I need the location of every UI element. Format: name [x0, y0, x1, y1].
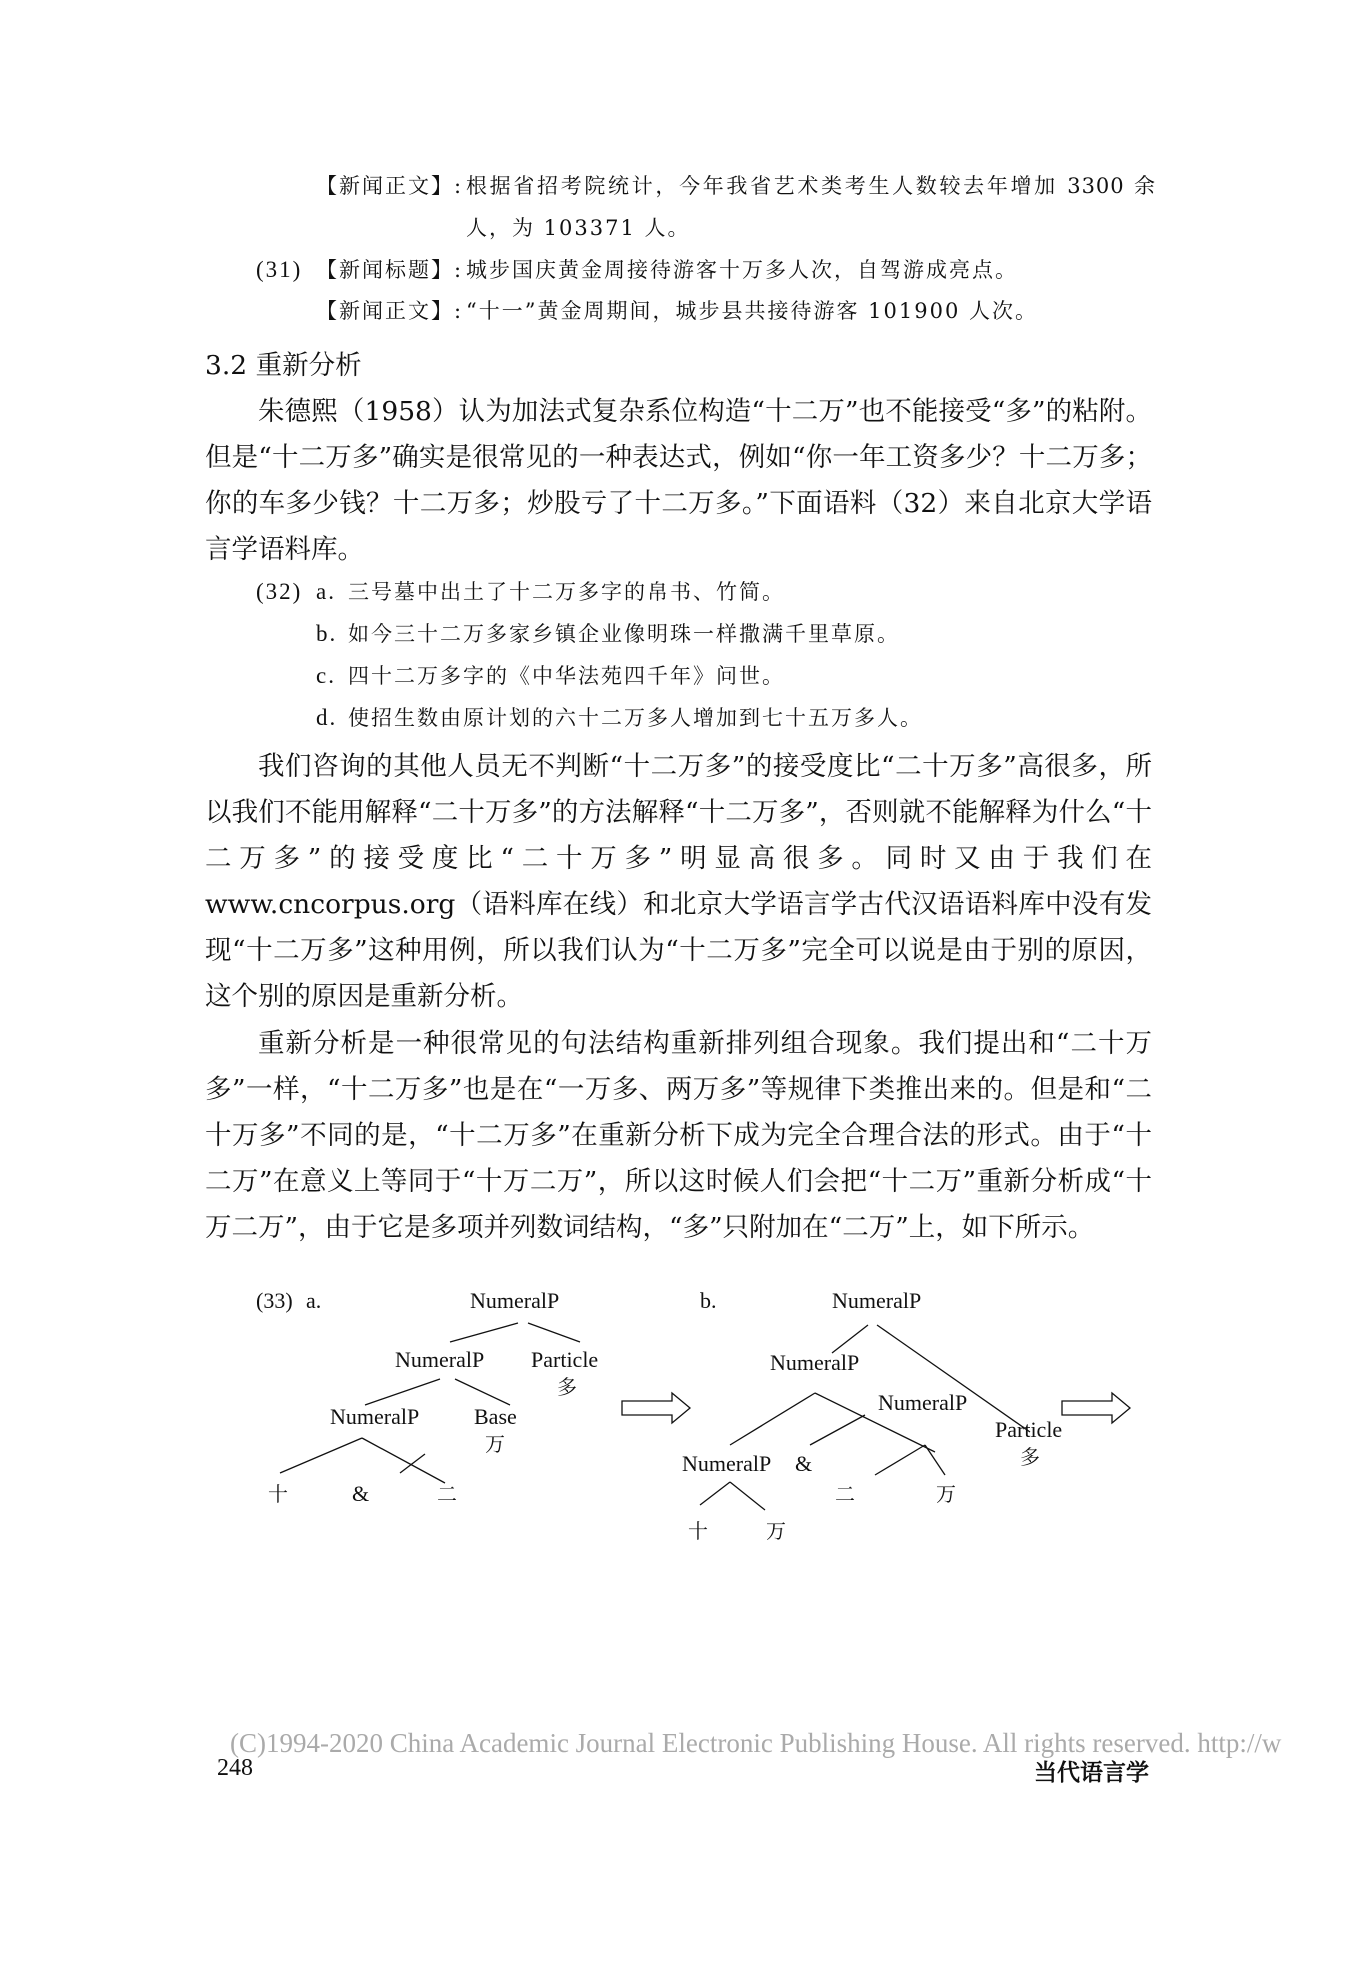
tree-a-amp: &	[352, 1481, 370, 1506]
example-text: 根据省招考院统计，今年我省艺术类考生人数较去年增加 3300 余	[466, 174, 1156, 198]
tree-b-shi: 十	[688, 1519, 708, 1543]
example-number-33: (33)	[256, 1288, 293, 1313]
example-label: 【新闻正文】:	[316, 299, 464, 323]
tree-b-numeralp-1: NumeralP	[770, 1350, 860, 1375]
tree-b-letter: b.	[700, 1288, 717, 1313]
tree-a-numeralp-1: NumeralP	[395, 1347, 485, 1372]
example-number-31: (31)	[256, 257, 303, 282]
tree-b-numeralp-3: NumeralP	[682, 1451, 772, 1476]
page-number: 248	[217, 1755, 253, 1781]
example-text-cont: 人，为 103371 人。	[466, 216, 691, 240]
tree-b-wan: 万	[936, 1482, 956, 1506]
example-32-text-c: 四十二万多字的《中华法苑四千年》问世。	[348, 664, 785, 688]
tree-b-er: 二	[835, 1482, 855, 1506]
example-text: 城步国庆黄金周接待游客十万多人次，自驾游成亮点。	[466, 258, 1018, 282]
example-32-letter-c: c.	[316, 663, 336, 688]
tree-b-particle: Particle	[995, 1417, 1063, 1442]
copyright-notice: (C)1994-2020 China Academic Journal Electronic Publishing House. All rights reserved. http://w	[230, 1728, 1282, 1758]
syntax-tree-figure	[0, 1280, 1360, 1560]
tree-b-root: NumeralP	[832, 1288, 922, 1313]
double-arrow-icon	[1062, 1393, 1130, 1423]
example-32-text-a: 三号墓中出土了十二万多字的帛书、竹简。	[348, 580, 785, 604]
example-32-letter-b: b.	[316, 621, 338, 646]
example-text: “十一”黄金周期间，城步县共接待游客 101900 人次。	[466, 299, 1038, 323]
tree-a-er: 二	[437, 1482, 457, 1506]
tree-a-numeralp-2: NumeralP	[330, 1404, 420, 1429]
tree-a-base: Base	[474, 1404, 517, 1429]
tree-a-particle: Particle	[531, 1347, 599, 1372]
example-32-text-b: 如今三十二万多家乡镇企业像明珠一样撒满千里草原。	[348, 622, 900, 646]
example-label: 【新闻正文】:	[316, 174, 464, 198]
tree-b	[700, 1325, 1030, 1510]
tree-b-wan-2: 万	[766, 1519, 786, 1543]
paragraph-1	[205, 389, 1152, 573]
example-32-letter-a: a.	[316, 579, 336, 604]
tree-a-duo: 多	[557, 1375, 577, 1399]
paragraph-1-text: 朱德熙（1958）认为加法式复杂系位构造“十二万”也不能接受“多”的粘附。但是“十二万多”确实是很常见的一种表达式，例如“你一年工资多少？十二万多；你的车多少钱？十二万多；炒股亏了十二万多。”下面语料（32）来自北京大学语言学语料库。	[205, 396, 1152, 565]
tree-b-duo: 多	[1020, 1445, 1040, 1469]
double-arrow-icon	[622, 1393, 690, 1423]
tree-b-amp: &	[795, 1451, 813, 1476]
paragraph-3-text: 重新分析是一种很常见的句法结构重新排列组合现象。我们提出和“二十万多”一样，“十二万多”也是在“一万多、两万多”等规律下类推出来的。但是和“二十万多”不同的是，“十二万多”在重新分析下成为完全合理合法的形式。由于“十二万”在意义上等同于“十万二万”，所以这时候人们会把“十二万”重新分析成“十万二万”，由于它是多项并列数词结构，“多”只附加在“二万”上，如下所示。	[205, 1028, 1152, 1243]
paragraph-3	[205, 1021, 1152, 1251]
tree-a-wan: 万	[485, 1432, 505, 1456]
tree-b-numeralp-2: NumeralP	[878, 1390, 968, 1415]
tree-a-root: NumeralP	[470, 1288, 560, 1313]
tree-a-shi: 十	[268, 1482, 288, 1506]
example-32-text-d: 使招生数由原计划的六十二万多人增加到七十五万多人。	[348, 706, 923, 730]
journal-name: 当代语言学	[1034, 1760, 1149, 1786]
section-title: 3.2 重新分析	[205, 350, 362, 381]
example-label: 【新闻标题】:	[316, 258, 464, 282]
example-number-32: (32)	[256, 579, 303, 604]
paragraph-2-text: 我们咨询的其他人员无不判断“十二万多”的接受度比“二十万多”高很多，所以我们不能用解释“二十万多”的方法解释“十二万多”，否则就不能解释为什么“十二万多”的接受度比“二十万多”明显高很多。同时又由于我们在 www.cncorpus.org（语料库在线）和北京大学语言学古代汉语语料库中没有发现“十二万多”这种用例，所以我们认为“十二万多”完全可以说是由于别的原因，这个别的原因是重新分析。	[205, 751, 1152, 1012]
example-32-letter-d: d.	[316, 705, 338, 730]
paragraph-2	[205, 744, 1152, 1020]
tree-a-letter: a.	[306, 1288, 322, 1313]
